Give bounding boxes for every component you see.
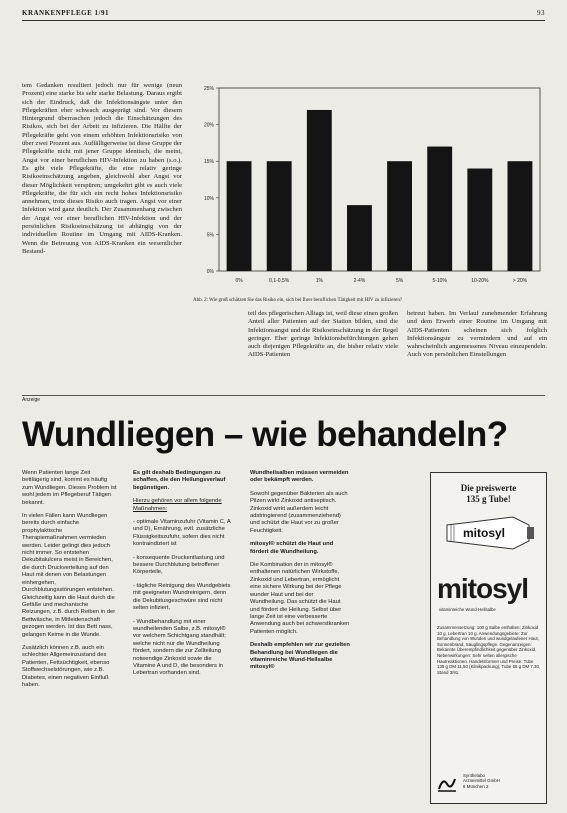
ad-col3-heading: Wundheilsalben müssen vermeiden oder bekämpft werden. [250, 470, 349, 484]
ad-label: Anzeige [22, 397, 41, 403]
bar-7 [507, 161, 532, 271]
ad-closing: Deshalb empfehlen wir zur gezielten Behandlung bei Wundliegen die vitaminreiche Wund-Heilsalbe mitosyl® [250, 642, 350, 671]
page-header [22, 6, 545, 21]
y-tick-label: 20% [203, 122, 214, 129]
manufacturer-text [463, 773, 500, 789]
mandatory-text: Zusammensetzung: 100 g Salbe enthalten: Zinkoxid 10 g, Lebertran 10 g. Anwendungsgebiete: Zur Behandlung von Wunden und wundgelaufener Haut, Sonnenbrand, Säuglingspflege. Gegenanzeigen: Bekannte Überempfindlichkeit gegenüber Zinkoxid. Nebenwirkungen: Sehr selten allergische Hautreaktionen. Handelsformen und Preise: Tube 135 g DM 11,50 (Klinikpackung), Tube 65 g DM 7,30, Stand 3/91. [437, 625, 541, 675]
product-ad-box [430, 472, 547, 804]
page-number: 93 [537, 9, 545, 17]
article-column-3: teil des pflegerischen Alltags ist, weil diese einen großen Anteil aller Patienten auf der Station bilden, sind die Infektionsangst und die Risikoeinschätzung in der Regel geringer. Eher geringe Infektionsbefürchtungen gehen auch diejenigen Pflegekräfte an, die bisher relativ viele AIDS-Patienten [248, 310, 398, 359]
ad-column-1 [22, 470, 118, 695]
manufacturer-address: Arzneimittel GmbH [463, 778, 500, 784]
ad-list-item: - konsequente Druckentlastung und bessere Durchblutung betroffener Körperteile, [133, 554, 225, 576]
y-tick-label: 15% [203, 159, 214, 166]
bar-2 [307, 110, 332, 271]
brand-logo: mitosyl [437, 573, 529, 604]
ad-subheading: Hierzu gehören vor allem folgende Maßnahmen: [133, 498, 222, 512]
bar-chart [193, 82, 548, 297]
journal-title: KRANKENPFLEGE 1/91 [22, 9, 109, 17]
brand-subtitle: vitaminreiche Wund-Heilsalbe [439, 607, 496, 612]
ad-paragraph: Wenn Patienten lange Zeit bettlägerig sind, kommt es häufig zum Wundliegen. Dieses Problem ist wohl jedem im Pflegeberuf Tätigen bekannt. [22, 470, 117, 506]
x-tick-label: 10-20% [471, 278, 489, 284]
bar-chart-svg [193, 82, 548, 297]
slogan-line-2: 135 g Tube! [466, 494, 511, 504]
ad-lead: Es gilt deshalb Bedingungen zu schaffen, die den Heilungsverlauf begünstigen. [133, 470, 226, 491]
y-tick-label: 5% [206, 232, 214, 239]
bar-6 [467, 169, 492, 271]
tube-label: mitosyl [463, 526, 506, 540]
ad-column-2 [133, 470, 233, 684]
ad-list-item: - optimale Vitaminzufuhr (Vitamin C, A und D), Ernährung, evtl. zusätzliche Flüssigkeitszufuhr, sofern dies nicht kontraindiziert ist [133, 519, 231, 548]
bar-1 [267, 161, 292, 271]
ad-list-item: - Wundbehandlung mit einer wundheilenden Salbe, z.B. mitosyl® vor welchem Schichtgang standhält; welche nicht nur die Wundheilung fördert, sondern die zur Zellteilung notwendige Zinkoxid sowie die Vitamine A und D, die besonders in Lebertran vorhanden sind. [133, 618, 226, 677]
bar-5 [427, 147, 452, 271]
x-tick-label: 5% [395, 278, 404, 284]
manufacturer-city: 8 München 2 [463, 783, 489, 789]
y-tick-label: 10% [203, 195, 214, 202]
ad-paragraph: Die Kombination der in mitosyl® enthaltenen natürlichen Wirkstoffe, Zinkoxid und Lebertran, ermöglicht eine sichere Wirkung bei der Pflege wunder Haut und bei der Wundheilung. Das schützt die Haut und fördert die Heilung. Selbst über lange Zeit ist eine verbesserte Anwendung auch bei schwerstkranken Patienten möglich. [250, 562, 350, 635]
ad-col3-heading-2: mitosyl® schützt die Haut und fördert die Wundheilung. [250, 541, 334, 555]
ad-column-3 [250, 470, 350, 678]
ad-paragraph: Zusätzlich können z.B. auch ein schlechter Allgemeinzustand des Patienten, Fettsüchtigkeit, ebenso Stoffwechselstörungen, wie z.B. Diabetes, einen negativen Einfluß haben. [22, 644, 110, 688]
ad-paragraph: Sowohl gegenüber Bakterien als auch Pilzen wirkt Zinkoxid antiseptisch. Zinkoxid wirkt außerdem leicht adstringierend (zusammenziehend) und schützt die Haut vor zu großer Feuchtigkeit. [250, 490, 348, 534]
ointment-tube-icon [443, 511, 535, 555]
x-tick-label: > 20% [512, 278, 528, 284]
x-tick-label: 5-10% [432, 278, 447, 284]
article-column-4: betreut haben. Im Verlauf zunehmender Erfahrung und dem Erwerb einer Routine im Umgang mit AIDS-Patienten scheinen sich folglich Infektionsängste zu vermindern und auf ein wahrscheinlich angemessenes Niveau einzupendeln. Auch von persönlichen Einstellungen [407, 310, 547, 359]
x-tick-label: 2-4% [353, 278, 366, 284]
ad-headline: Wundliegen – wie behandeln? [22, 415, 508, 454]
ad-list-item: - tägliche Reinigung des Wundgebiets mit geeigneten Wundreinigern, denn die Dekubitusgeschwüre sind nicht selten infiziert, [133, 582, 231, 612]
x-tick-label: 0% [235, 278, 243, 284]
slogan-line-1: Die preiswerte [460, 483, 517, 493]
ad-paragraph: In vielen Fällen kann Wundliegen bereits durch einfache prophylaktische Therapiemaßnahmen vermieden werden. Leider gelingt dies jedoch nicht immer. So entstehen Dekubitalulcera meist in Bereichen, die durch Druckverteilung auf den Haut mit denen von Belastungen einhergehen, Durchblutungsstörungen entstehen. Gleichzeitig kann die Haut durch die Gefäße und mechanische Reizungen, z.B. durch Reiben in der Bettwäsche, in Mitleidenschaft gezogen werden. Ist das Bett nass, gelangen Keime in die Wunde. [22, 513, 116, 638]
bar-4 [387, 161, 412, 271]
manufacturer-name: Synthelabo [463, 773, 485, 778]
bar-0 [227, 161, 252, 271]
ad-slogan [431, 483, 546, 505]
bar-3 [347, 205, 372, 271]
y-tick-label: 0% [206, 269, 214, 275]
manufacturer [437, 773, 540, 795]
x-tick-label: 1% [315, 278, 323, 284]
article-left-column: tem Gedanken resultiert jedoch nur für wenige (neun Prozent) eine starke bis sehr starke Belastung. Daraus ergibt sich der Eindruck, daß die Infektionsängste unter den Pflegekräften eher schwach ausgeprägt sind. Vor diesem Hintergrund überraschen jedoch die Einschätzungen des Risikos, sich bei der Arbeit zu infizieren. Die Hälfte der Pflegekräfte geht von einem erhöhten Infektionsrisiko von über zwei Prozent aus. Auffälligerweise ist diese Gruppe der Pflegekräfte nicht mit jener Gruppe identisch, die meint, Angst vor einer beruflichen HIV-Infektion zu haben (s.o.). Es gibt viele Pflegekräfte, die eine relativ geringe Risikoeinschätzung angeben, gleichwohl aber Angst vor dieser Möglichkeit verspüren; umgekehrt gibt es auch viele Pflegekräfte, die für sich ein recht hohes Infektionsrisiko annehmen, trotz dieses Risiko auch tragen. Angst vor einer Infektion wird ganz deutlich. Der Zusammenhang zwischen der Angst vor einer beruflichen HIV-Infektion und der persönlichen Risikoeinschätzung ist abhängig von der individuellen Routine im Umgang mit AIDS-Kranken. Wenn die Betreuung von AIDS-Kranken ein wesentlicher Bestand- [22, 82, 182, 255]
figure-caption: Abb. 2: Wie groß schätzen Sie das Risiko ein, sich bei Ihrer beruflichen Tätigkeit mit HIV zu infizieren? [193, 298, 403, 303]
manufacturer-logo-icon [437, 775, 457, 793]
y-tick-label: 25% [203, 86, 214, 92]
x-tick-label: 0,1-0,5% [269, 278, 290, 284]
section-divider [22, 395, 545, 396]
